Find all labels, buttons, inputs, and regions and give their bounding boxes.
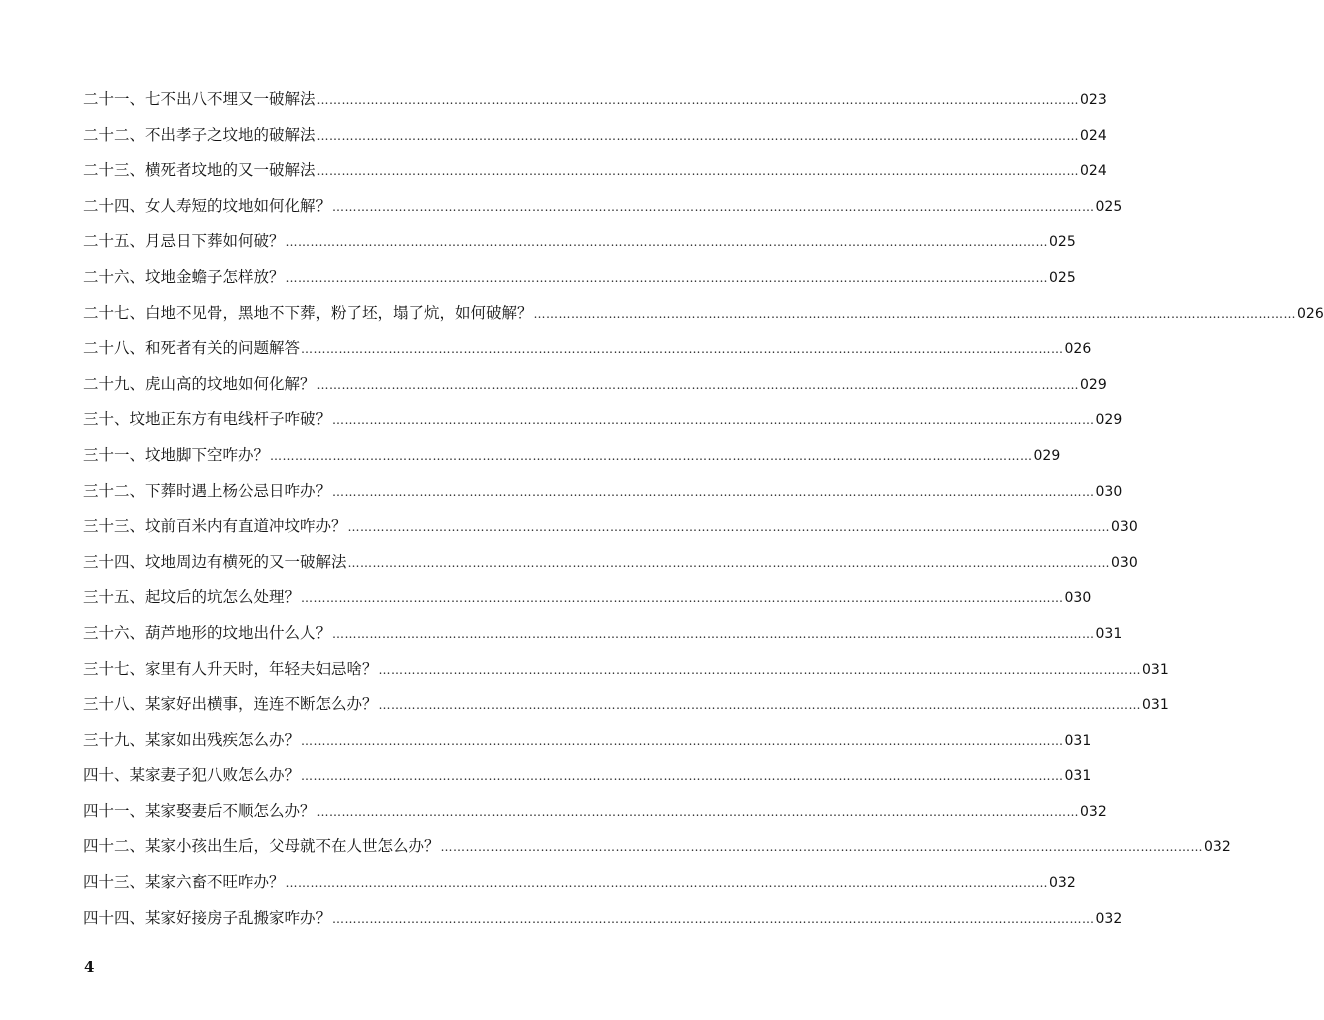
toc-entry-title: 二十六、坟地金蟾子怎样放？: [83, 267, 285, 286]
toc-entry: [83, 296, 1324, 332]
toc-entry-page: 025: [1049, 234, 1076, 251]
toc-entry-page: 024: [1080, 127, 1107, 144]
toc-entry: [83, 901, 1123, 937]
toc-entry-page: 029: [1080, 376, 1107, 393]
toc-leader-dots: [269, 439, 1034, 475]
toc-entry: [83, 687, 1169, 723]
toc-leader-dots: [285, 866, 1050, 902]
page-number: 4: [84, 958, 95, 976]
toc-leader-dots: [316, 795, 1081, 831]
toc-entry-title: 三十四、坟地周边有横死的又一破解法: [83, 552, 347, 571]
toc-entry-title: 二十七、白地不见骨，黑地不下葬，粉了坯，塌了炕，如何破解？: [83, 303, 533, 322]
toc-entry-page: 025: [1095, 198, 1123, 215]
toc-entry: [83, 82, 1107, 118]
toc-entry-page: 030: [1111, 554, 1138, 571]
toc-leader-dots: [300, 759, 1065, 795]
toc-leader-dots: [331, 190, 1096, 226]
toc-entry-page: 031: [1142, 661, 1169, 678]
toc-leader-dots: [316, 154, 1081, 190]
toc-entry-title: 四十、某家妻子犯八败怎么办？: [83, 766, 301, 785]
toc-entry-page: 026: [1297, 305, 1324, 322]
toc-entry: [83, 189, 1123, 225]
toc-entry-title: 二十二、不出孝子之坟地的破解法: [83, 125, 316, 144]
toc-leader-dots: [331, 475, 1096, 511]
toc-entry-title: 三十三、坟前百米内有直道冲坟咋办？: [83, 517, 347, 536]
toc-entry: [83, 509, 1138, 545]
toc-entry-page: 026: [1064, 341, 1092, 358]
toc-entry: [83, 260, 1076, 296]
toc-entry-page: 029: [1095, 412, 1123, 429]
toc-leader-dots: [285, 261, 1050, 297]
table-of-contents: [83, 82, 1324, 936]
toc-entry-title: 三十九、某家如出残疾怎么办？: [83, 730, 301, 749]
toc-leader-dots: [316, 119, 1081, 155]
toc-entry: [83, 758, 1092, 794]
toc-leader-dots: [440, 830, 1205, 866]
toc-leader-dots: [300, 724, 1065, 760]
toc-entry-title: 三十五、起坟后的坑怎么处理？: [83, 588, 301, 607]
toc-entry: [83, 545, 1138, 581]
toc-entry-page: 032: [1095, 910, 1123, 927]
toc-leader-dots: [347, 510, 1112, 546]
toc-entry-title: 二十八、和死者有关的问题解答: [83, 339, 301, 358]
toc-leader-dots: [331, 902, 1096, 938]
toc-leader-dots: [285, 225, 1050, 261]
toc-leader-dots: [331, 617, 1096, 653]
toc-entry-page: 025: [1049, 269, 1076, 286]
toc-entry-page: 031: [1064, 732, 1092, 749]
toc-leader-dots: [316, 83, 1081, 119]
toc-entry: [83, 794, 1107, 830]
toc-entry-title: 二十三、横死者坟地的又一破解法: [83, 161, 316, 180]
toc-leader-dots: [300, 332, 1065, 368]
toc-entry-title: 四十四、某家好接房子乱搬家咋办？: [83, 908, 332, 927]
toc-entry-page: 032: [1204, 839, 1231, 856]
toc-entry-page: 032: [1080, 803, 1107, 820]
toc-entry-page: 030: [1111, 519, 1138, 536]
toc-entry-page: 031: [1142, 697, 1169, 714]
toc-entry-title: 四十三、某家六畜不旺咋办？: [83, 873, 285, 892]
toc-entry: [83, 118, 1107, 154]
toc-entry-title: 四十二、某家小孩出生后，父母就不在人世怎么办？: [83, 837, 440, 856]
toc-entry: [83, 402, 1123, 438]
toc-entry-page: 023: [1080, 92, 1107, 108]
toc-leader-dots: [347, 546, 1112, 582]
toc-entry-title: 二十四、女人寿短的坟地如何化解？: [83, 196, 332, 215]
toc-entry: [83, 331, 1092, 367]
toc-entry: [83, 652, 1169, 688]
toc-entry-title: 三十七、家里有人升天时，年轻夫妇忌啥？: [83, 659, 378, 678]
toc-leader-dots: [316, 368, 1081, 404]
toc-entry-page: 031: [1064, 768, 1092, 785]
toc-leader-dots: [533, 297, 1298, 333]
toc-entry: [83, 865, 1076, 901]
toc-entry: [83, 367, 1107, 403]
toc-leader-dots: [300, 581, 1065, 617]
toc-entry-title: 三十一、坟地脚下空咋办？: [83, 445, 270, 464]
toc-entry-title: 四十一、某家娶妻后不顺怎么办？: [83, 801, 316, 820]
toc-entry: [83, 153, 1107, 189]
toc-entry: [83, 438, 1061, 474]
toc-entry: [83, 723, 1092, 759]
toc-entry-title: 三十二、下葬时遇上杨公忌日咋办？: [83, 481, 332, 500]
toc-entry-page: 031: [1095, 625, 1123, 642]
toc-entry-title: 三十八、某家好出横事，连连不断怎么办？: [83, 695, 378, 714]
toc-entry: [83, 580, 1092, 616]
toc-leader-dots: [331, 403, 1096, 439]
toc-entry-page: 024: [1080, 163, 1107, 180]
toc-entry: [83, 474, 1123, 510]
toc-entry-title: 三十六、葫芦地形的坟地出什么人？: [83, 623, 332, 642]
toc-entry-title: 三十、坟地正东方有电线杆子咋破？: [83, 410, 332, 429]
toc-leader-dots: [378, 688, 1143, 724]
toc-entry-title: 二十九、虎山高的坟地如何化解？: [83, 374, 316, 393]
toc-entry-page: 029: [1033, 447, 1061, 464]
toc-entry: [83, 829, 1231, 865]
toc-entry-page: 030: [1095, 483, 1123, 500]
toc-entry-page: 032: [1049, 875, 1076, 892]
toc-entry-title: 二十一、七不出八不埋又一破解法: [83, 90, 316, 108]
toc-entry: [83, 224, 1076, 260]
toc-entry-page: 030: [1064, 590, 1092, 607]
toc-entry: [83, 616, 1123, 652]
toc-leader-dots: [378, 653, 1143, 689]
toc-entry-title: 二十五、月忌日下葬如何破？: [83, 232, 285, 251]
